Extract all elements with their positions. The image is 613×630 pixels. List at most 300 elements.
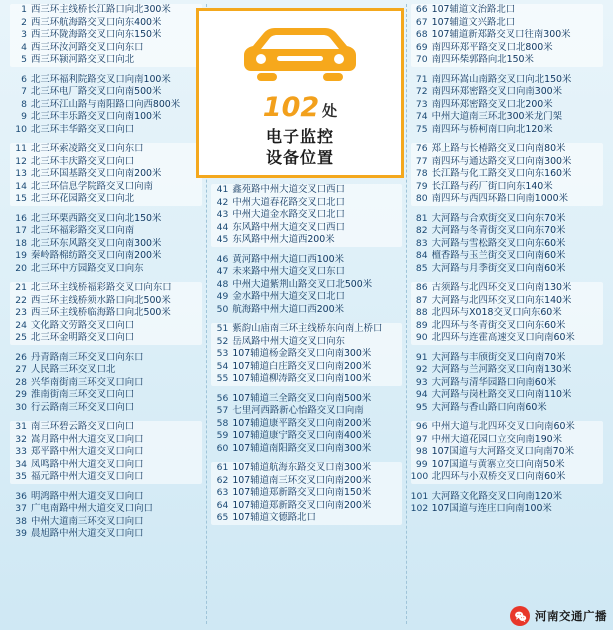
list-item xyxy=(211,222,401,235)
item-number: 91 xyxy=(415,351,428,363)
item-number: 21 xyxy=(15,282,27,293)
list-item xyxy=(411,295,603,308)
item-number: 27 xyxy=(15,364,27,375)
item-text: 紫韵山庙南三环主线桥东向南上桥口 xyxy=(232,323,383,334)
item-number: 79 xyxy=(415,180,428,192)
item-number: 80 xyxy=(415,193,428,204)
list-item xyxy=(10,238,202,251)
item-number: 37 xyxy=(15,503,27,514)
item-text: 人民路三环交叉口北 xyxy=(31,364,116,375)
item-text: 107辅道康宁路交叉口向南400米 xyxy=(232,430,372,441)
item-text: 东风路中州大道交叉口西口 xyxy=(232,221,345,233)
list-item xyxy=(211,393,401,406)
item-text: 南四环郑平路交叉口北800米 xyxy=(431,41,553,53)
item-text: 南四环柴郭路向北150米 xyxy=(431,54,534,65)
list-group xyxy=(10,213,202,276)
item-number: 60 xyxy=(216,442,229,454)
list-item xyxy=(411,124,603,137)
wechat-icon xyxy=(510,606,530,626)
list-item xyxy=(10,54,202,67)
list-item xyxy=(411,143,603,156)
item-text: 行云路南三环交叉口向口 xyxy=(31,401,135,413)
item-number: 70 xyxy=(415,54,428,65)
item-number: 99 xyxy=(415,458,428,470)
list-item xyxy=(211,430,401,443)
list-item xyxy=(211,184,401,197)
item-text: 岳凤路中州大道交叉口向东 xyxy=(232,335,345,347)
column-left xyxy=(6,4,206,624)
item-number: 66 xyxy=(415,4,428,15)
item-number: 81 xyxy=(415,212,428,224)
item-number: 101 xyxy=(410,490,429,502)
item-number: 28 xyxy=(15,376,27,388)
item-text: 南四环与通达路交叉口向南300米 xyxy=(431,155,572,167)
list-group xyxy=(211,393,401,456)
item-text: 北三环栗西路交叉口向北150米 xyxy=(31,212,162,224)
item-number: 85 xyxy=(415,262,428,274)
item-text: 鑫苑路中州大道交叉口西口 xyxy=(232,184,345,195)
list-item xyxy=(10,4,202,17)
item-number: 33 xyxy=(15,446,27,457)
item-number: 100 xyxy=(410,471,429,482)
list-item xyxy=(211,336,401,349)
item-text: 南四环郑密路交叉口向南300米 xyxy=(431,86,563,97)
item-text: 黄河路中州大道口西100米 xyxy=(232,253,344,265)
item-text: 丹青路南三环交叉口向东口 xyxy=(31,351,144,363)
item-number: 71 xyxy=(415,73,428,85)
item-number: 96 xyxy=(415,421,428,432)
item-text: 大河路与香山路口向南60米 xyxy=(431,401,547,413)
list-item xyxy=(211,487,401,500)
item-text: 107辅道新郑路交叉口往南300米 xyxy=(431,29,571,40)
item-text: 西三环主线桥须水路口向北500米 xyxy=(31,294,171,306)
item-text: 晨旭路中州大道交叉口向口 xyxy=(31,528,144,539)
item-number: 36 xyxy=(15,490,27,502)
list-item xyxy=(411,4,603,17)
item-text: 古须路与北四环交叉口向南130米 xyxy=(431,282,572,293)
item-number: 34 xyxy=(15,458,27,470)
list-item xyxy=(411,54,603,67)
item-number: 62 xyxy=(216,474,229,486)
list-item xyxy=(411,263,603,276)
list-group xyxy=(10,352,202,415)
badge-subtitle-line2: 设备位置 xyxy=(265,148,334,167)
list-item xyxy=(411,225,603,238)
item-number: 8 xyxy=(21,98,27,110)
item-text: 107辅道航海东路交叉口南300米 xyxy=(232,462,372,473)
list-item xyxy=(211,500,401,513)
item-number: 25 xyxy=(15,332,27,343)
list-item xyxy=(10,364,202,377)
item-text: 107辅道三全路交叉口向南500米 xyxy=(232,392,372,404)
list-item xyxy=(411,29,603,42)
item-number: 16 xyxy=(15,212,27,224)
item-text: 西三环主线桥长江路口向北300米 xyxy=(31,4,171,15)
list-item xyxy=(10,421,202,434)
list-item xyxy=(211,197,401,210)
item-number: 94 xyxy=(415,389,428,400)
item-text: 中州大道紫荆山路交叉口北500米 xyxy=(232,278,373,290)
list-item xyxy=(411,282,603,295)
list-item xyxy=(411,42,603,55)
list-item xyxy=(411,307,603,320)
list-item xyxy=(10,295,202,308)
item-number: 14 xyxy=(15,180,27,192)
item-text: 西三环主线桥临海路口向北500米 xyxy=(31,307,171,318)
list-item xyxy=(211,405,401,418)
item-number: 59 xyxy=(216,430,229,441)
list-item xyxy=(10,282,202,295)
item-text: 大河路与北四环交叉口向东140米 xyxy=(431,294,572,306)
item-text: 北四环与冬青街交叉口向东60米 xyxy=(431,319,566,331)
item-text: 大河路与清华园路口向南60米 xyxy=(431,376,557,388)
item-number: 23 xyxy=(15,307,27,318)
item-number: 38 xyxy=(15,515,27,527)
item-text: 107辅道南三环交叉口向南200米 xyxy=(232,474,372,486)
item-number: 18 xyxy=(15,237,27,249)
item-number: 9 xyxy=(21,111,27,122)
item-number: 10 xyxy=(15,123,27,135)
item-text: 大河路与兰河路交叉口向南130米 xyxy=(431,364,572,375)
item-number: 102 xyxy=(410,503,429,514)
item-text: 未来路中州大道交叉口东口 xyxy=(232,266,345,277)
list-item xyxy=(10,352,202,365)
list-item xyxy=(411,74,603,87)
list-item xyxy=(411,111,603,124)
item-text: 广电南路中州大道交叉口向口 xyxy=(31,503,153,514)
list-group xyxy=(411,491,603,516)
item-number: 69 xyxy=(415,41,428,53)
item-number: 65 xyxy=(216,512,229,523)
item-number: 76 xyxy=(415,143,428,154)
list-item xyxy=(10,17,202,30)
badge-subtitle-line1: 电子监控 xyxy=(265,127,334,146)
item-number: 53 xyxy=(216,348,229,359)
item-text: 大河路与合欢街交叉口向东70米 xyxy=(431,212,566,224)
item-number: 19 xyxy=(15,250,27,261)
list-item xyxy=(211,373,401,386)
item-text: 金水路中州大道交叉口北口 xyxy=(232,291,345,302)
list-item xyxy=(10,29,202,42)
item-number: 75 xyxy=(415,123,428,135)
item-text: 中州大道南三环北300米龙门架 xyxy=(431,111,563,122)
item-number: 52 xyxy=(216,335,229,347)
item-number: 12 xyxy=(15,155,27,167)
list-item xyxy=(211,323,401,336)
list-item xyxy=(10,111,202,124)
item-number: 97 xyxy=(415,433,428,445)
item-text: 凤鸣路中州大道交叉口向口 xyxy=(31,458,144,470)
list-item xyxy=(211,234,401,247)
item-text: 107辅道康平路交叉口向南200米 xyxy=(232,417,372,429)
item-text: 北三环信息学院路交叉口向南 xyxy=(31,180,153,192)
list-item xyxy=(411,181,603,194)
item-number: 58 xyxy=(216,417,229,429)
list-item xyxy=(10,332,202,345)
list-item xyxy=(211,443,401,456)
item-text: 郑平路中州大道交叉口向口 xyxy=(31,446,144,457)
item-text: 北三环中方园路交叉口向东 xyxy=(31,262,144,274)
item-number: 2 xyxy=(21,16,27,28)
item-text: 北三环丰华路交叉口向口 xyxy=(31,123,135,135)
list-item xyxy=(211,279,401,292)
car-icon xyxy=(241,25,359,91)
list-item xyxy=(411,332,603,345)
list-item xyxy=(10,74,202,87)
list-item xyxy=(10,389,202,402)
list-item xyxy=(411,491,603,504)
list-item xyxy=(411,364,603,377)
title-badge xyxy=(196,8,404,178)
list-item xyxy=(411,389,603,402)
item-text: 107辅道南阳路交叉口向南300米 xyxy=(232,442,372,454)
item-number: 4 xyxy=(21,41,27,53)
item-text: 中州大道金水路交叉口北口 xyxy=(232,209,345,220)
list-group xyxy=(10,491,202,541)
item-number: 22 xyxy=(15,294,27,306)
item-text: 北三环东风路交叉口向南300米 xyxy=(31,237,162,249)
list-group xyxy=(10,4,202,67)
list-item xyxy=(411,471,603,484)
list-item xyxy=(411,250,603,263)
item-number: 41 xyxy=(216,184,229,195)
item-number: 54 xyxy=(216,360,229,372)
item-text: 北四环与连霍高速交叉口向南60米 xyxy=(431,332,575,343)
list-item xyxy=(211,462,401,475)
item-number: 48 xyxy=(216,278,229,290)
list-item xyxy=(411,377,603,390)
item-number: 82 xyxy=(415,225,428,236)
badge-count-line xyxy=(263,93,337,126)
item-number: 72 xyxy=(415,86,428,97)
item-text: 福元路中州大道交叉口向口 xyxy=(31,471,144,482)
list-item xyxy=(411,434,603,447)
item-text: 大河路与月季街交叉口向南60米 xyxy=(431,262,566,274)
channel-name: 河南交通广播 xyxy=(535,609,607,623)
list-group xyxy=(411,282,603,345)
item-number: 43 xyxy=(216,209,229,220)
list-item xyxy=(10,124,202,137)
item-text: 107辅道柳涛路交叉口向南100米 xyxy=(232,373,372,384)
list-item xyxy=(211,291,401,304)
item-text: 107辅道文兴路北口 xyxy=(431,16,516,28)
item-number: 5 xyxy=(21,54,27,65)
item-number: 77 xyxy=(415,155,428,167)
item-text: 七里河西路新心怡路交叉口向南 xyxy=(232,405,364,416)
list-item xyxy=(10,225,202,238)
item-number: 3 xyxy=(21,29,27,40)
item-number: 17 xyxy=(15,225,27,236)
list-item xyxy=(10,99,202,112)
item-number: 87 xyxy=(415,294,428,306)
item-text: 中州大道花园口立交向南190米 xyxy=(431,433,563,445)
list-group xyxy=(411,4,603,67)
item-text: 中州大道春花路交叉口北口 xyxy=(232,196,345,208)
item-number: 78 xyxy=(415,168,428,179)
list-item xyxy=(411,193,603,206)
item-text: 北三环福彩路交叉口向南 xyxy=(31,225,135,236)
list-item xyxy=(211,266,401,279)
item-number: 24 xyxy=(15,319,27,331)
item-number: 83 xyxy=(415,237,428,249)
item-text: 航海路中州大道口西200米 xyxy=(232,303,344,315)
item-text: 南四环嵩山南路交叉口向北150米 xyxy=(431,73,572,85)
item-text: 西三环汝河路交叉口向东口 xyxy=(31,41,144,53)
item-number: 6 xyxy=(21,73,27,85)
list-item xyxy=(211,209,401,222)
item-text: 北三环金明路交叉口向口 xyxy=(31,332,135,343)
item-number: 88 xyxy=(415,307,428,318)
item-number: 47 xyxy=(216,266,229,277)
item-text: 北三环花园路交叉口向北 xyxy=(31,193,135,204)
item-number: 50 xyxy=(216,303,229,315)
item-number: 15 xyxy=(15,193,27,204)
item-text: 兴华南街南三环交叉口向口 xyxy=(31,376,144,388)
list-item xyxy=(411,421,603,434)
item-text: 明鸿路中州大道交叉口向口 xyxy=(31,490,144,502)
list-item xyxy=(411,213,603,226)
list-item xyxy=(10,42,202,55)
list-group xyxy=(411,143,603,206)
item-number: 57 xyxy=(216,405,229,416)
list-item xyxy=(411,168,603,181)
list-group xyxy=(411,352,603,415)
list-item xyxy=(411,352,603,365)
item-number: 35 xyxy=(15,471,27,482)
item-text: 北三环电厂路交叉口向南500米 xyxy=(31,86,162,97)
list-group xyxy=(211,323,401,386)
list-group xyxy=(211,462,401,525)
item-text: 西三环航海路交叉口向东400米 xyxy=(31,16,162,28)
item-text: 大河路与岗杜路交叉口向南110米 xyxy=(431,389,572,400)
item-number: 86 xyxy=(415,282,428,293)
item-number: 11 xyxy=(15,143,27,154)
list-item xyxy=(10,86,202,99)
item-text: 西三环颍河路交叉口向北 xyxy=(31,54,135,65)
item-text: 大河路与丰颀街交叉口向南70米 xyxy=(431,351,566,363)
list-item xyxy=(411,99,603,112)
item-number: 93 xyxy=(415,376,428,388)
item-text: 107辅道文德路北口 xyxy=(232,512,316,523)
channel-footer xyxy=(510,606,607,626)
item-text: 107辅道郑新路交叉口向南200米 xyxy=(232,499,372,511)
item-text: 秦岭路棉纺路交叉口向南200米 xyxy=(31,250,162,261)
list-item xyxy=(10,471,202,484)
item-number: 49 xyxy=(216,291,229,302)
list-group xyxy=(411,74,603,137)
list-item xyxy=(10,434,202,447)
item-number: 46 xyxy=(216,253,229,265)
item-number: 20 xyxy=(15,262,27,274)
list-item xyxy=(10,446,202,459)
item-text: 北三环主线桥福彩路交叉口向东口 xyxy=(31,282,172,293)
list-item xyxy=(411,459,603,472)
item-text: 檀香路与玉兰街交叉口向南60米 xyxy=(431,250,566,261)
item-number: 44 xyxy=(216,221,229,233)
list-item xyxy=(411,402,603,415)
list-group xyxy=(10,143,202,206)
item-number: 55 xyxy=(216,373,229,384)
list-item xyxy=(10,377,202,390)
list-group xyxy=(411,213,603,276)
item-text: 北三环国基路交叉口向南200米 xyxy=(31,168,162,179)
item-text: 北三环福利院路交叉口向南100米 xyxy=(31,73,171,85)
item-text: 东风路中州大道西200米 xyxy=(232,234,335,245)
item-text: 107辅道白庄路交叉口向南200米 xyxy=(232,360,372,372)
item-number: 90 xyxy=(415,332,428,343)
item-text: 郑上路与长椿路交叉口向南80米 xyxy=(431,143,566,154)
list-item xyxy=(211,361,401,374)
list-item xyxy=(411,446,603,459)
item-number: 61 xyxy=(216,462,229,473)
item-text: 长江路与化工路交叉口向东160米 xyxy=(431,168,572,179)
item-number: 84 xyxy=(415,250,428,261)
item-text: 大河路与冬青街交叉口向东70米 xyxy=(431,225,566,236)
item-number: 92 xyxy=(415,364,428,375)
item-text: 南三环碧云路交叉口向口 xyxy=(31,421,135,432)
item-number: 31 xyxy=(15,421,27,432)
list-item xyxy=(211,418,401,431)
list-item xyxy=(211,512,401,525)
list-item xyxy=(10,193,202,206)
item-number: 39 xyxy=(15,528,27,539)
item-text: 107国道与连庄口向南100米 xyxy=(431,503,552,514)
list-item xyxy=(211,348,401,361)
item-text: 南四环与西四环路口向南1000米 xyxy=(431,193,568,204)
item-number: 30 xyxy=(15,401,27,413)
item-text: 107辅道郑新路交叉口向南150米 xyxy=(232,487,372,498)
item-number: 68 xyxy=(415,29,428,40)
item-number: 13 xyxy=(15,168,27,179)
badge-count: 102 xyxy=(262,92,320,123)
list-item xyxy=(211,475,401,488)
item-number: 29 xyxy=(15,389,27,400)
item-text: 107国道与大河路交叉口向南70米 xyxy=(431,446,574,457)
item-number: 7 xyxy=(21,86,27,97)
list-item xyxy=(211,254,401,267)
badge-unit: 处 xyxy=(322,102,338,120)
item-text: 嵩月路中州大道交叉口向口 xyxy=(31,433,144,445)
list-item xyxy=(411,156,603,169)
item-number: 67 xyxy=(415,16,428,28)
list-item xyxy=(10,250,202,263)
item-number: 64 xyxy=(216,499,229,511)
item-text: 北四环与小双桥交叉口向南60米 xyxy=(431,471,566,482)
item-text: 淮南街南三环交叉口向口 xyxy=(31,389,135,400)
list-item xyxy=(411,503,603,516)
item-text: 长江路与药厂街口向东140米 xyxy=(431,180,553,192)
item-text: 大河路文化路交叉口向南120米 xyxy=(431,490,563,502)
item-text: 文化路文劳路交叉口向口 xyxy=(31,319,135,331)
item-number: 74 xyxy=(415,111,428,122)
item-text: 南四环与桥柯南口向北120米 xyxy=(431,123,553,135)
item-number: 89 xyxy=(415,319,428,331)
item-text: 北三环江山路与南阳路口向西800米 xyxy=(31,98,181,110)
list-item xyxy=(10,459,202,472)
list-item xyxy=(10,402,202,415)
item-text: 南四环郑密路交叉口北200米 xyxy=(431,98,553,110)
item-text: 107国道与黄寨立交口向南50米 xyxy=(431,458,565,470)
item-text: 107辅道杨金路交叉口向南300米 xyxy=(232,348,372,359)
item-number: 98 xyxy=(415,446,428,457)
item-number: 32 xyxy=(15,433,27,445)
list-item xyxy=(10,307,202,320)
item-text: 北三环索凌路交叉口向东口 xyxy=(31,143,144,154)
item-number: 63 xyxy=(216,487,229,498)
item-number: 56 xyxy=(216,392,229,404)
list-item xyxy=(10,516,202,529)
column-right xyxy=(407,4,607,624)
